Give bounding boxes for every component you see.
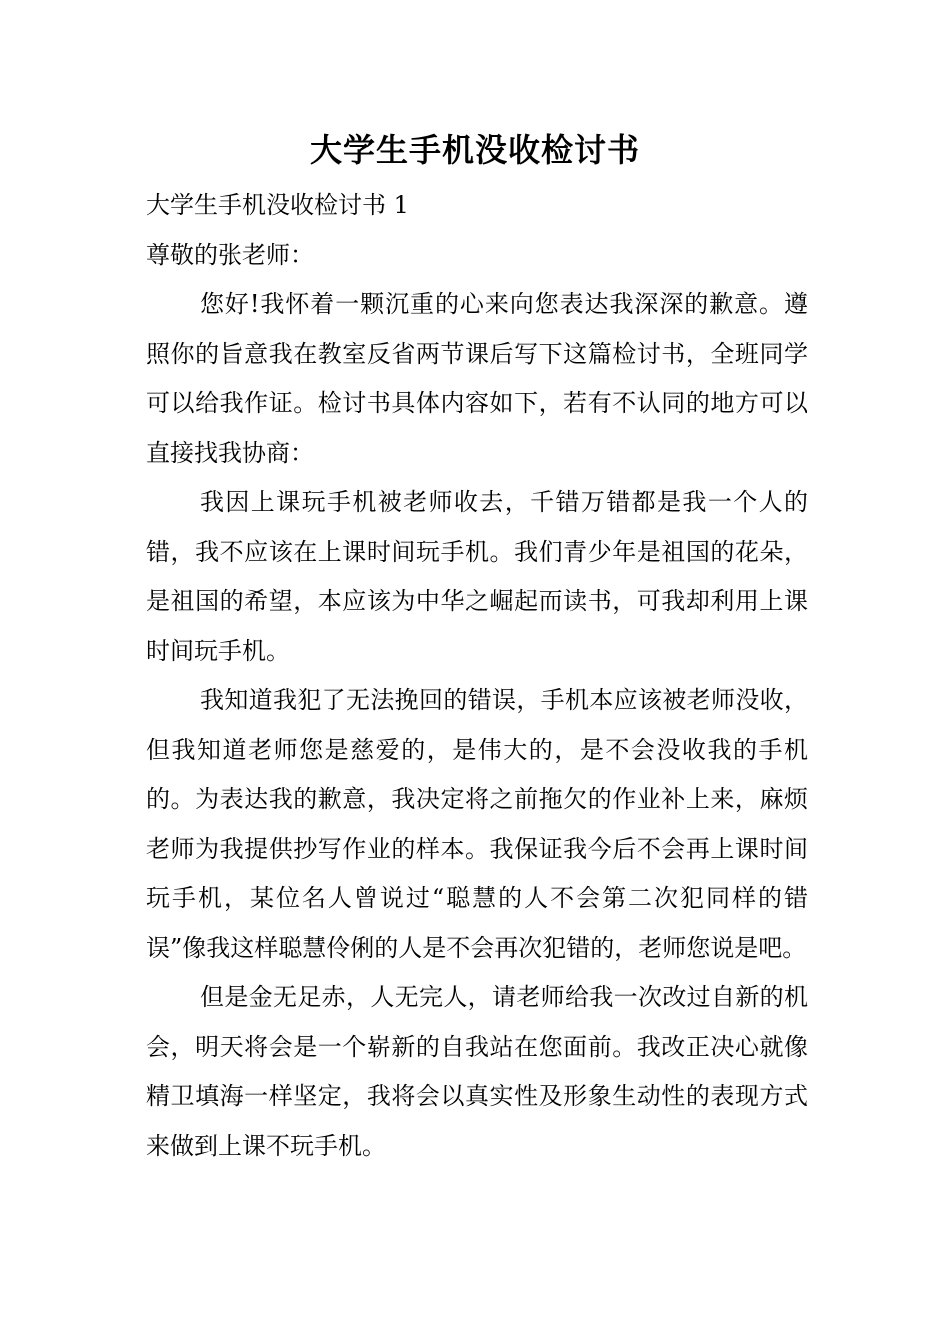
document-subtitle: 大学生手机没收检讨书 1 [146, 191, 409, 219]
document-body [146, 181, 808, 1171]
salutation: 尊敬的张老师： [146, 240, 314, 269]
paragraph-4: 但是金无足赤，人无完人，请老师给我一次改过自新的机会，明天将会是一个崭新的自我站在您面前。我改正决心就像精卫填海一样坚定，我将会以真实性及形象生动性的表现方式来做到上课不玩手机。 [146, 983, 808, 1160]
paragraph-1: 您好!我怀着一颗沉重的心来向您表达我深深的歉意。遵照你的旨意我在教室反省两节课后写下这篇检讨书，全班同学可以给我作证。检讨书具体内容如下，若有不认同的地方可以直接找我协商： [146, 290, 808, 467]
paragraph-3: 我知道我犯了无法挽回的错误，手机本应该被老师没收，但我知道老师您是慈爱的，是伟大的，是不会没收我的手机的。为表达我的歉意，我决定将之前拖欠的作业补上来，麻烦老师为我提供抄写作业的样本。我保证我今后不会再上课时间玩手机，某位名人曾说过“聪慧的人不会第二次犯同样的错误”像我这样聪慧伶俐的人是不会再次犯错的，老师您说是吧。 [146, 686, 808, 962]
document-title: 大学生手机没收检讨书 [309, 131, 640, 169]
paragraph-2: 我因上课玩手机被老师收去，千错万错都是我一个人的错，我不应该在上课时间玩手机。我们青少年是祖国的花朵，是祖国的希望，本应该为中华之崛起而读书，可我却利用上课时间玩手机。 [146, 488, 808, 665]
